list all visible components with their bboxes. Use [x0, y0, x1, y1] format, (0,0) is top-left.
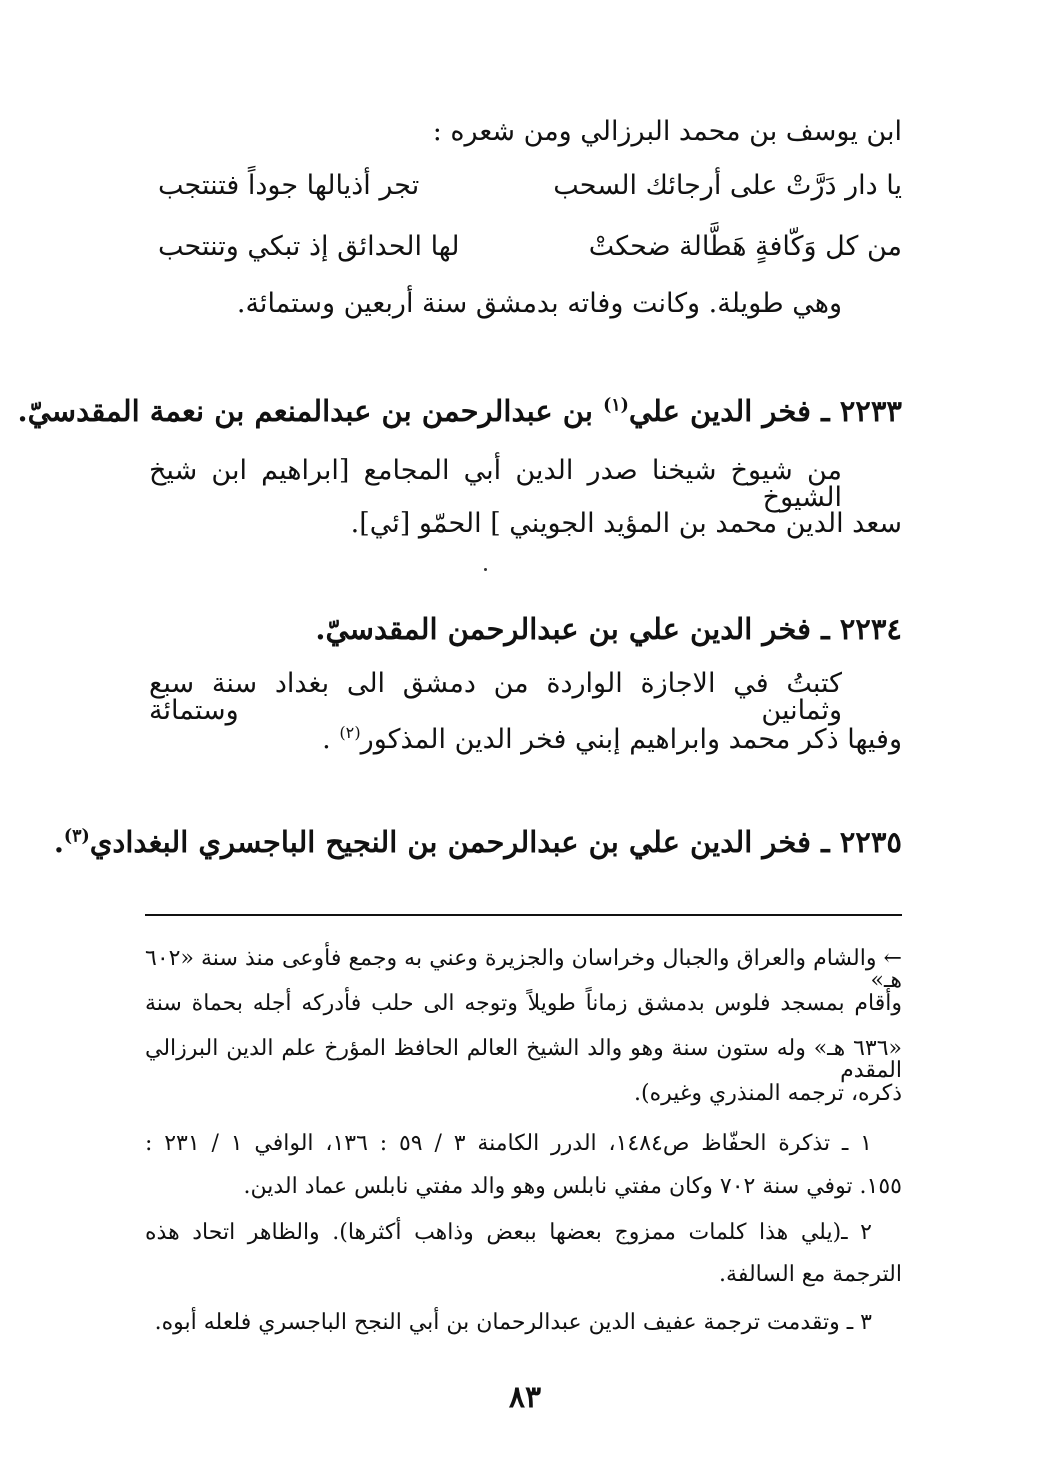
intro-line: ابن يوسف بن محمد البرزالي ومن شعره : [432, 116, 902, 147]
entry-2233-line-2: سعد الدين محمد بن المؤيد الجويني ] الحمّو [ئي]. [350, 508, 902, 539]
verse-2-second-half: لها الحدائق إذ تبكي وتنتحب [158, 231, 460, 262]
entry-2234-line-2-end: . [322, 724, 340, 755]
footnote-ref-1: (١) [603, 395, 629, 416]
entry-2234-line-2-text: وفيها ذكر محمد وابراهيم إبني فخر الدين المذكور [360, 724, 902, 755]
footnote-1-line-1: ١ ـ تذكرة الحفّاظ ص١٤٨٤، الدرر الكامنة ٣ / ٥٩ : ١٣٦، الوافي ١ / ٢٣١ : [145, 1131, 872, 1156]
entry-2233-heading [17, 394, 902, 428]
entry-2233-heading-part-b: بن عبدالرحمن بن عبدالمنعم بن نعمة المقدسيّ. [17, 394, 604, 428]
footnote-ref-3: (٣) [63, 826, 90, 847]
footnote-2-line-1: ٢ ـ(يلي هذا كلمات ممزوج بعضها ببعض وذاهب أكثرها). والظاهر اتحاد هذه [145, 1220, 872, 1245]
verse-1-second-half: تجر أذيالها جوداً فتنتجب [158, 170, 420, 201]
verse-2-first-half: من كل وَكّافةٍ هَطَّالة ضحكتْ [588, 231, 902, 262]
footnote-3-line-1: ٣ ـ وتقدمت ترجمة عفيف الدين عبدالرحمان بن أبي النجح الباجسري فلعله أبوه. [154, 1310, 872, 1335]
closing-line: وهي طويلة. وكانت وفاته بدمشق سنة أربعين وستمائة. [236, 288, 842, 319]
stray-dot [484, 568, 487, 571]
entry-2235-heading-part-a: ٢٢٣٥ ـ فخر الدين علي بن عبدالرحمن بن النجيح الباجسري البغدادي [89, 825, 902, 859]
entry-2235-heading [53, 825, 902, 859]
page-number: ٨٣ [508, 1380, 542, 1415]
footnote-continuation-line-1: ← والشام والعراق والجبال وخراسان والجزيرة وعني به وجمع فأوعى منذ سنة «٦٠٢ هـ» [145, 946, 902, 993]
entry-2235-heading-part-b: . [53, 825, 64, 859]
entry-2233-line-1: من شيوخ شيخنا صدر الدين أبي المجامع [ابراهيم ابن شيخ الشيوخ [149, 455, 842, 513]
entry-2234-line-2 [322, 725, 902, 753]
footnote-separator [145, 914, 902, 916]
footnote-continuation-line-3: «٦٣٦ هـ» وله ستون سنة وهو والد الشيخ العالم الحافظ المؤرخ علم الدين البرزالي المقدم [145, 1036, 902, 1083]
entry-2233-heading-part-a: ٢٢٣٣ ـ فخر الدين علي [628, 394, 902, 428]
footnote-2-line-2: الترجمة مع السالفة. [719, 1262, 902, 1287]
verse-1-first-half: يا دار دَرَّتْ على أرجائك السحب [553, 170, 902, 201]
footnote-continuation-line-2: وأقام بمسجد فلوس بدمشق زماناً طويلاً وتوجه الى حلب فأدركه أجله بحماة سنة [145, 991, 902, 1016]
entry-2234-line-1: كتبتُ في الاجازة الواردة من دمشق الى بغداد سنة سبع وثمانين وستمائة [149, 668, 842, 726]
entry-2234-heading: ٢٢٣٤ ـ فخر الدين علي بن عبدالرحمن المقدسيّ. [315, 612, 902, 646]
footnote-ref-2: (٢) [339, 723, 361, 742]
footnote-continuation-line-4: ذكره، ترجمه المنذري وغيره). [634, 1081, 902, 1106]
footnote-1-line-2: ١٥٥. توفي سنة ٧٠٢ وكان مفتي نابلس وهو والد مفتي نابلس عماد الدين. [243, 1174, 902, 1199]
